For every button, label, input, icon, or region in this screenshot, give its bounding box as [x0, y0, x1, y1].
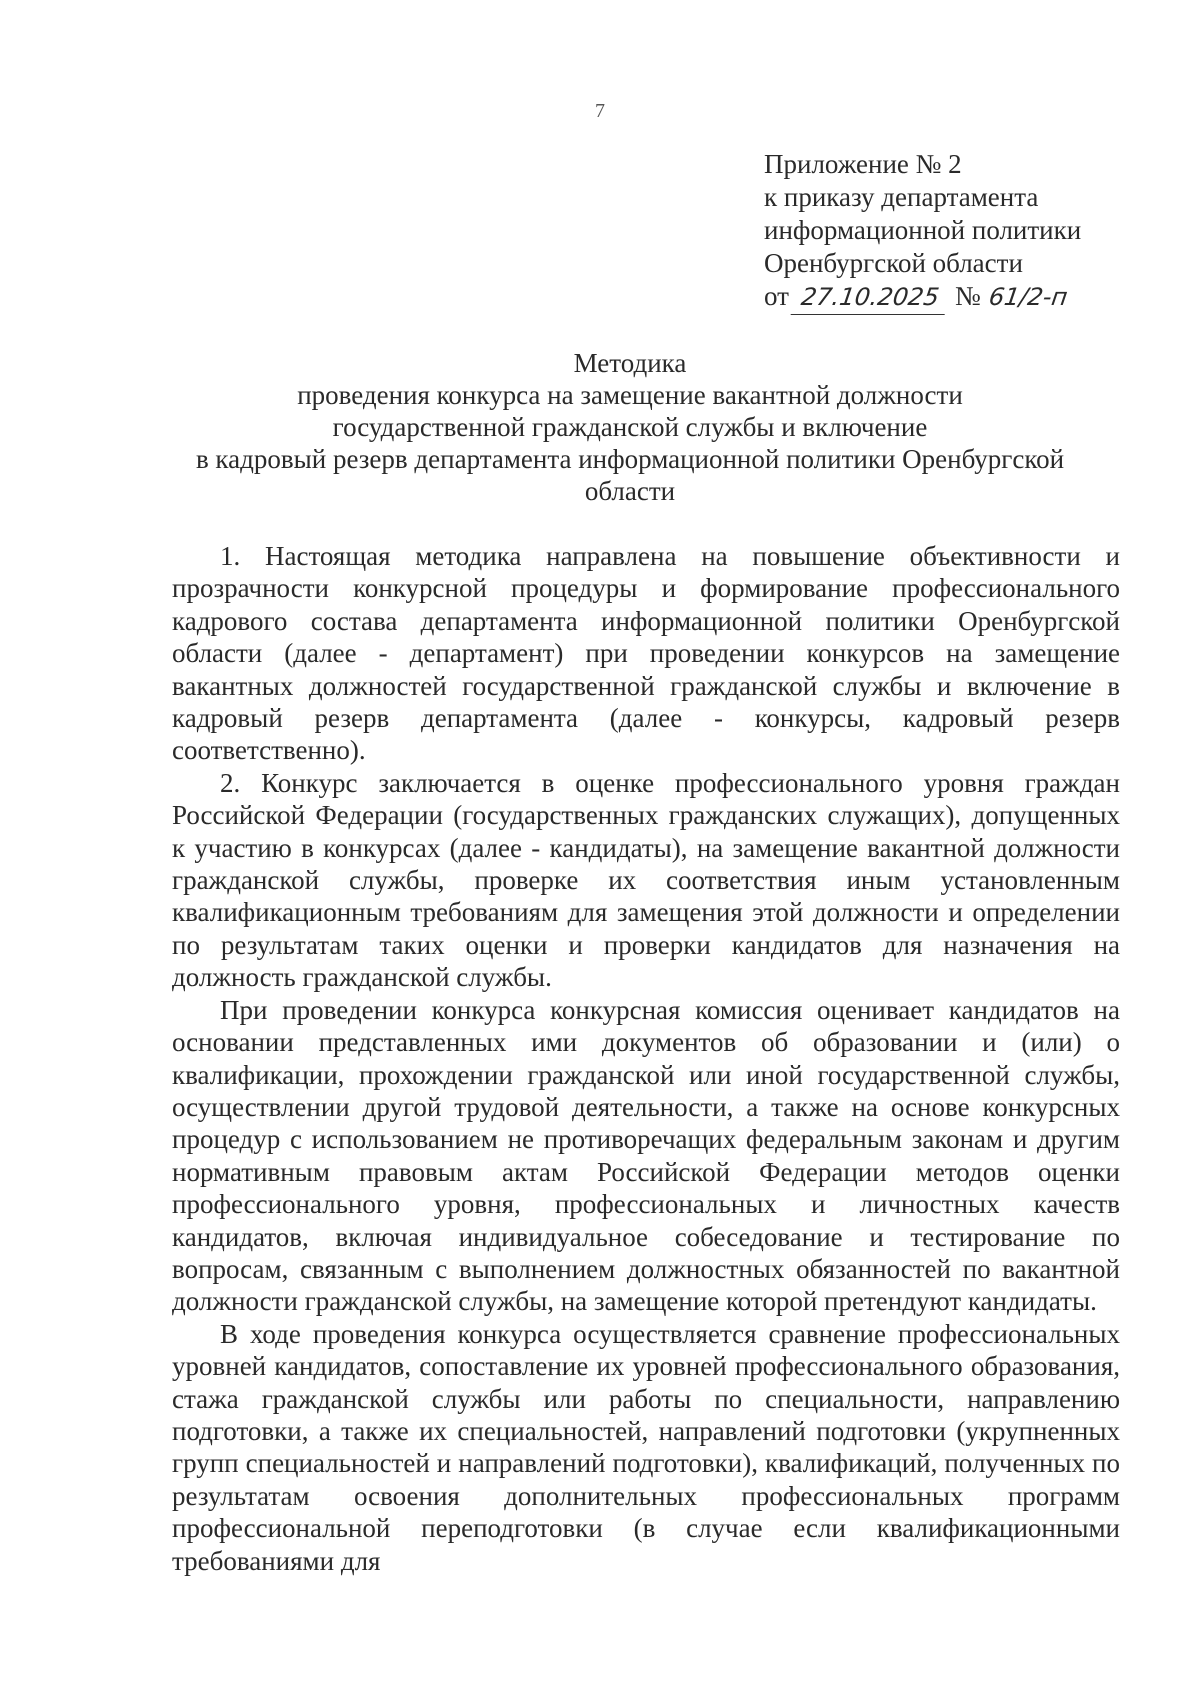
title-line-4: области	[584, 476, 676, 506]
handwritten-order-number: 61/2-п	[986, 283, 1070, 311]
paragraph-2: 2. Конкурс заключается в оценке профессионального уровня граждан Российской Федерации (государственных гражданских служащих), допущенных к участию в конкурсах (далее - кандидаты), на замещение вакантной должности гражданской службы, проверке их соответствия иным установленным квалификационным требованиям для замещения этой должности и определении по результатам таких оценки и проверки кандидатов для назначения на должность гражданской службы.	[172, 767, 1120, 993]
number-sign: №	[954, 281, 981, 311]
appendix-line-1: Приложение № 2	[764, 149, 962, 179]
document-body	[172, 540, 1120, 1577]
paragraph-3: При проведении конкурса конкурсная комиссия оценивает кандидатов на основании представленных ими документов об образовании и (или) о квалификации, прохождении гражданской или иной государственной службы, осуществлении другой трудовой деятельности, а также на основе конкурсных процедур с использованием не противоречащих федеральным законам и другим нормативным правовым актам Российской Федерации методов оценки профессионального уровня, профессиональных и личностных качеств кандидатов, включая индивидуальное собеседование и тестирование по вопросам, связанным с выполнением должностных обязанностей по вакантной должности гражданской службы, на замещение которой претендуют кандидаты.	[172, 994, 1120, 1317]
appendix-header	[764, 148, 1164, 315]
date-prefix: от	[764, 281, 789, 311]
title-line-2: государственной гражданской службы и включение	[332, 412, 928, 442]
document-title	[150, 347, 1110, 507]
paragraph-4: В ходе проведения конкурса осуществляется сравнение профессиональных уровней кандидатов, сопоставление их уровней профессионального образования, стажа гражданской службы или работы по специальности, направлению подготовки, а также их специальностей, направлений подготовки (укрупненных групп специальностей и направлений подготовки), квалификаций, полученных по результатам освоения дополнительных профессиональных программ профессиональной переподготовки (в случае если квалификационными требованиями для	[172, 1318, 1120, 1576]
paragraph-1: 1. Настоящая методика направлена на повышение объективности и прозрачности конкурсной процедуры и формирование профессионального кадрового состава департамента информационной политики Оренбургской области (далее - департамент) при проведении конкурсов на замещение вакантных должностей государственной гражданской службы и включение в кадровый резерв департамента (далее - конкурсы, кадровый резерв соответственно).	[172, 541, 1120, 766]
appendix-line-4: Оренбургской области	[764, 248, 1023, 278]
page-number: 7	[595, 100, 605, 122]
order-date-number-line	[764, 280, 1164, 315]
title-line-1: проведения конкурса на замещение вакантной должности	[297, 380, 963, 410]
appendix-line-3: информационной политики	[764, 215, 1082, 245]
title-heading: Методика	[573, 348, 687, 378]
handwritten-date: 27.10.2025	[791, 281, 950, 315]
title-line-3: в кадровый резерв департамента информационной политики Оренбургской	[195, 444, 1065, 474]
appendix-line-2: к приказу департамента	[764, 182, 1039, 212]
